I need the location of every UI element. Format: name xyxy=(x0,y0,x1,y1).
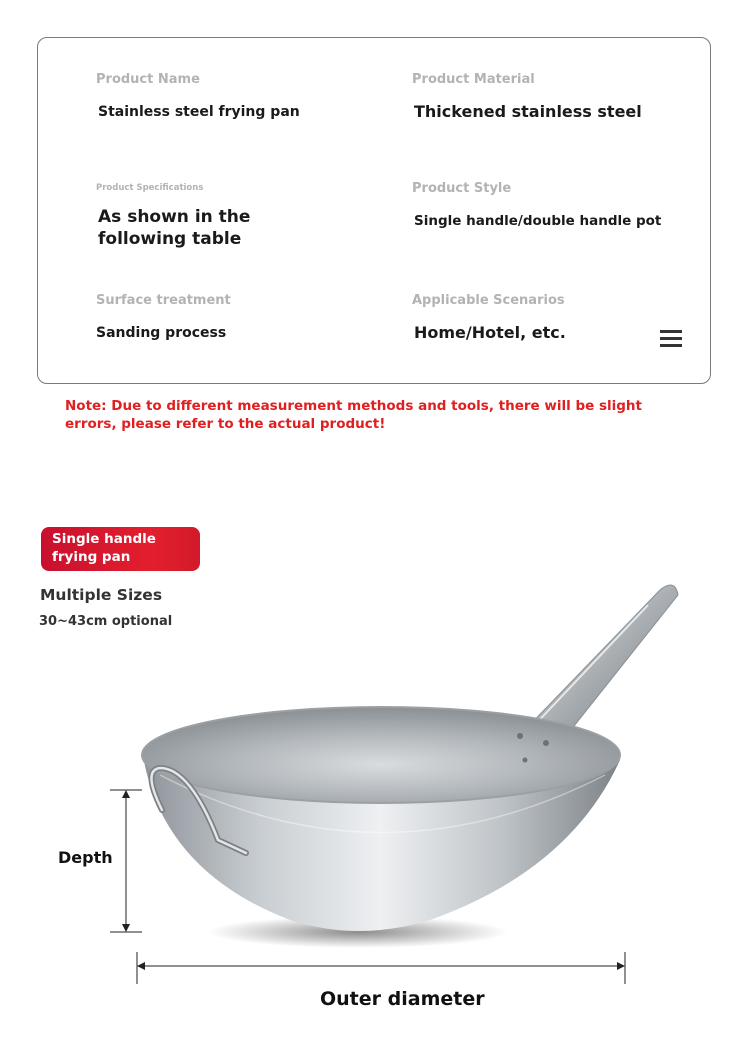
note-line-2: errors, please refer to the actual product! xyxy=(65,416,386,432)
depth-dimension-line xyxy=(108,786,144,936)
product-material-value: Thickened stainless steel xyxy=(414,102,642,121)
applicable-scenarios-value: Home/Hotel, etc. xyxy=(414,323,566,342)
product-spec-card xyxy=(37,37,711,384)
product-name-label: Product Name xyxy=(96,72,200,87)
badge-line-1: Single handle xyxy=(52,531,156,547)
measurement-note xyxy=(65,397,665,433)
single-handle-badge xyxy=(41,527,200,571)
spec-value-line-2: following table xyxy=(98,229,242,249)
outer-diameter-label: Outer diameter xyxy=(320,988,485,1010)
spec-value-line-1: As shown in the xyxy=(98,207,251,227)
badge-line-2: frying pan xyxy=(52,549,131,565)
applicable-scenarios-label: Applicable Scenarios xyxy=(412,293,565,308)
depth-label: Depth xyxy=(58,848,113,867)
outer-diameter-dimension-line xyxy=(132,950,632,986)
surface-treatment-value: Sanding process xyxy=(96,325,227,341)
product-name-value: Stainless steel frying pan xyxy=(98,104,300,120)
menu-icon[interactable] xyxy=(660,330,682,348)
size-range-text: 30~43cm optional xyxy=(39,614,173,629)
multiple-sizes-title: Multiple Sizes xyxy=(40,586,163,604)
product-specifications-value xyxy=(98,206,250,250)
note-line-1: Note: Due to different measurement methods and tools, there will be slight xyxy=(65,398,642,414)
product-style-label: Product Style xyxy=(412,181,512,196)
product-specifications-label: Product Specifications xyxy=(96,183,204,193)
wok-product-image xyxy=(100,570,700,960)
product-style-value: Single handle/double handle pot xyxy=(414,213,662,229)
surface-treatment-label: Surface treatment xyxy=(96,293,231,308)
product-material-label: Product Material xyxy=(412,72,535,87)
